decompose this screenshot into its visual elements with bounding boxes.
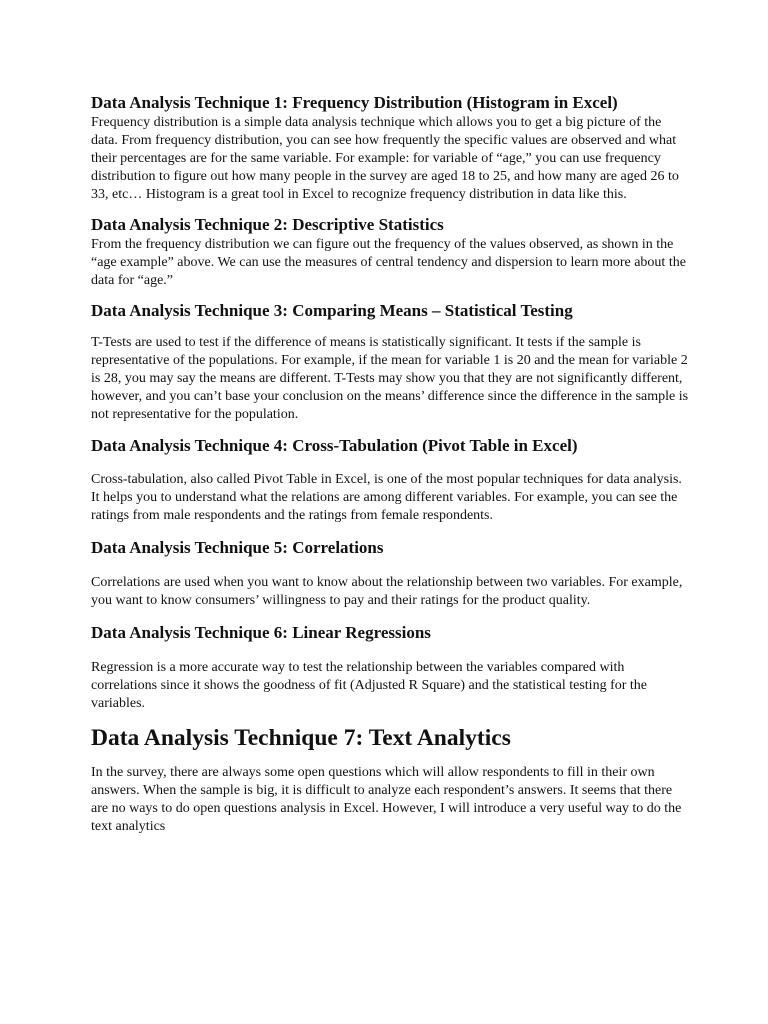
section-body: Cross-tabulation, also called Pivot Table in Excel, is one of the most popular techniques for data analysis. It helps you to understand what the relations are among different variables. For example, you can see the ratings from male respondents and the ratings from female respondents. xyxy=(91,472,682,523)
section-cross-tabulation xyxy=(91,435,691,525)
section-heading: Data Analysis Technique 5: Correlations xyxy=(91,538,384,557)
section-body: Correlations are used when you want to know about the relationship between two variables. For example, you want to know consumers’ willingness to pay and their ratings for the product quality. xyxy=(91,575,683,608)
section-body: In the survey, there are always some open questions which will allow respondents to fill in their own answers. When the sample is big, it is difficult to analyze each respondent’s answers. It seems that there are no ways to do open questions analysis in Excel. However, I will introduce a very useful way to do the text analytics xyxy=(91,765,682,834)
section-linear-regressions xyxy=(91,622,691,713)
section-comparing-means xyxy=(91,300,691,424)
section-frequency-distribution xyxy=(91,92,691,204)
section-body: Frequency distribution is a simple data analysis technique which allows you to get a big picture of the data. From frequency distribution, you can see how frequently the specific values are observed and what their percentages are for the same variable. For example: for variable of “age,” you can use frequency distribution to figure out how many people in the survey are aged 18 to 25, and how many are aged 26 to 33, etc… Histogram is a great tool in Excel to recognize frequency distribution in data like this. xyxy=(91,115,679,202)
section-correlations xyxy=(91,537,691,610)
section-descriptive-statistics xyxy=(91,214,691,290)
section-heading: Data Analysis Technique 2: Descriptive Statistics xyxy=(91,215,444,234)
section-heading: Data Analysis Technique 6: Linear Regressions xyxy=(91,623,431,642)
section-body: From the frequency distribution we can figure out the frequency of the values observed, as shown in the “age example” above. We can use the measures of central tendency and dispersion to learn more about the data for “age.” xyxy=(91,237,686,288)
section-body: Regression is a more accurate way to test the relationship between the variables compared with correlations since it shows the goodness of fit (Adjusted R Square) and the statistical testing for the variables. xyxy=(91,660,647,711)
document-page xyxy=(91,92,691,836)
section-heading: Data Analysis Technique 3: Comparing Means – Statistical Testing xyxy=(91,301,573,320)
section-text-analytics xyxy=(91,723,691,836)
section-heading: Data Analysis Technique 4: Cross-Tabulation (Pivot Table in Excel) xyxy=(91,436,578,455)
section-heading: Data Analysis Technique 1: Frequency Distribution (Histogram in Excel) xyxy=(91,93,618,112)
section-body: T-Tests are used to test if the difference of means is statistically significant. It tests if the sample is representative of the populations. For example, if the mean for variable 1 is 20 and the mean for variable 2 is 28, you may say the means are different. T-Tests may show you that they are not significantly different, however, and you can’t base your conclusion on the means’ difference since the difference in the sample is not representative for the population. xyxy=(91,335,689,422)
section-heading: Data Analysis Technique 7: Text Analytics xyxy=(91,725,511,751)
